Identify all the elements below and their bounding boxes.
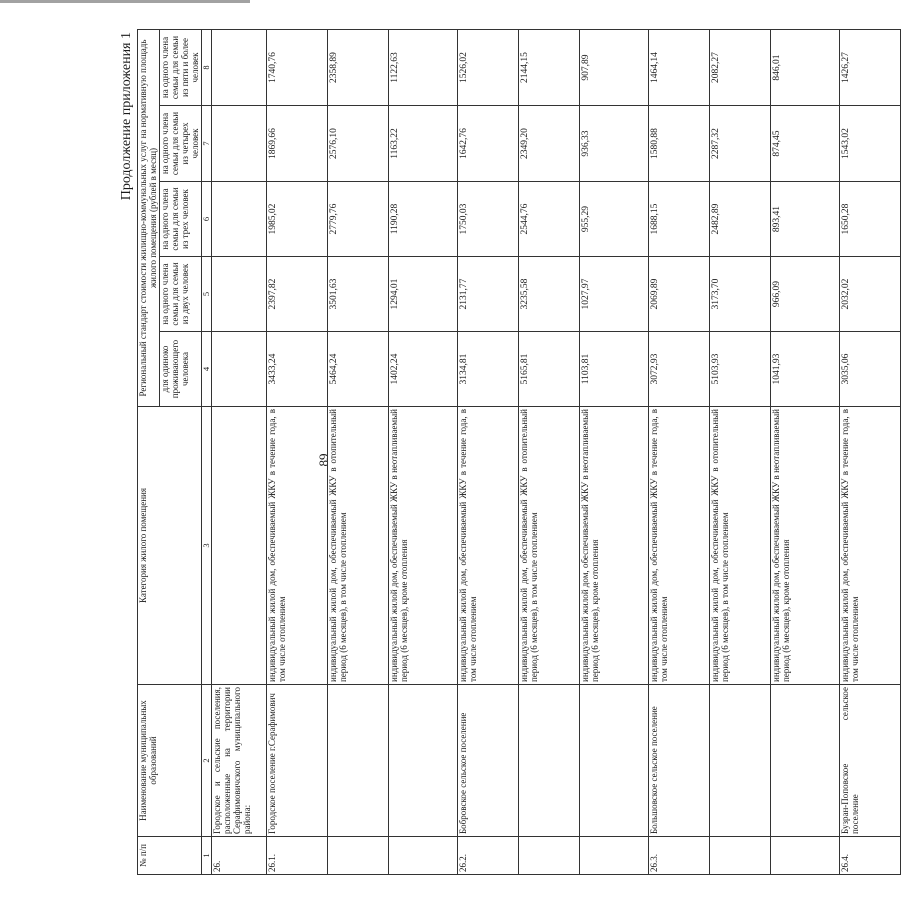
header-num: № п/п bbox=[138, 837, 202, 875]
cost-value: 1740,76 bbox=[267, 29, 328, 105]
municipality-name bbox=[710, 685, 771, 837]
header-name: Наименование муниципальных образований bbox=[138, 685, 202, 837]
cost-value: 2779,76 bbox=[328, 182, 389, 257]
colnum: 4 bbox=[202, 332, 212, 407]
row-number: 26. bbox=[212, 837, 267, 875]
municipality-name bbox=[389, 685, 458, 837]
header-sub-1: для одиноко проживающего человека bbox=[160, 332, 202, 407]
table-row bbox=[212, 29, 267, 874]
table-row bbox=[710, 29, 771, 874]
row-number: 26.3. bbox=[649, 837, 710, 875]
cost-value: 2397,82 bbox=[267, 257, 328, 332]
dwelling-category: индивидуальный жилой дом, обеспечиваемый ЖКУ в отопительный период (6 месяцев), в том числе отоплением bbox=[519, 407, 580, 685]
cost-value: 3173,70 bbox=[710, 257, 771, 332]
cost-value: 846,01 bbox=[771, 29, 840, 105]
cost-value: 1580,88 bbox=[649, 106, 710, 182]
table-row bbox=[840, 29, 901, 874]
cost-value: 3072,93 bbox=[649, 332, 710, 407]
row-number: 26.1. bbox=[267, 837, 328, 875]
dwelling-category bbox=[212, 407, 267, 685]
cost-value: 3433,24 bbox=[267, 332, 328, 407]
municipality-name bbox=[771, 685, 840, 837]
cost-value: 936,33 bbox=[580, 106, 649, 182]
cost-value: 907,89 bbox=[580, 29, 649, 105]
municipality-name: Бузран-Поповское сельское поселение bbox=[840, 685, 901, 837]
table-row bbox=[389, 29, 458, 874]
cost-value: 893,41 bbox=[771, 182, 840, 257]
header-sub-4: на одного члена семьи для семьи из четырех человек bbox=[160, 106, 202, 182]
table-row bbox=[328, 29, 389, 874]
dwelling-category: индивидуальный жилой дом, обеспечиваемый ЖКУ в неотапливаемый период (6 месяцев), кроме отопления bbox=[389, 407, 458, 685]
column-numbers-row bbox=[202, 29, 212, 874]
header-category: Категория жилого помещения bbox=[138, 407, 202, 685]
cost-value: 2482,89 bbox=[710, 182, 771, 257]
cost-value: 2544,76 bbox=[519, 182, 580, 257]
cost-value: 2032,02 bbox=[840, 257, 901, 332]
dwelling-category: индивидуальный жилой дом, обеспечиваемый ЖКУ в неотапливаемый период (6 месяцев), кроме отопления bbox=[771, 407, 840, 685]
row-number bbox=[580, 837, 649, 875]
row-number: 26.2. bbox=[458, 837, 519, 875]
table-row bbox=[580, 29, 649, 874]
cost-value: 955,29 bbox=[580, 182, 649, 257]
cost-value: 2358,89 bbox=[328, 29, 389, 105]
dwelling-category: индивидуальный жилой дом, обеспечиваемый ЖКУ в течение года, в том числе отоплением bbox=[267, 407, 328, 685]
cost-value: 2069,89 bbox=[649, 257, 710, 332]
row-number: 26.4. bbox=[840, 837, 901, 875]
cost-value: 2287,32 bbox=[710, 106, 771, 182]
table-row bbox=[771, 29, 840, 874]
header-sub-5: на одного члена семьи для семьи из пяти и более человек bbox=[160, 29, 202, 105]
cost-value: 3134,81 bbox=[458, 332, 519, 407]
table-row bbox=[267, 29, 328, 874]
cost-value: 3235,58 bbox=[519, 257, 580, 332]
cost-value: 1041,93 bbox=[771, 332, 840, 407]
cost-value: 1027,97 bbox=[580, 257, 649, 332]
cost-value: 2349,20 bbox=[519, 106, 580, 182]
cost-value bbox=[212, 29, 267, 105]
colnum: 7 bbox=[202, 106, 212, 182]
row-number bbox=[771, 837, 840, 875]
colnum: 1 bbox=[202, 837, 212, 875]
cost-value: 1688,15 bbox=[649, 182, 710, 257]
cost-value: 2576,10 bbox=[328, 106, 389, 182]
page-number: 89 bbox=[316, 453, 331, 467]
cost-value: 966,09 bbox=[771, 257, 840, 332]
row-number bbox=[710, 837, 771, 875]
table-row bbox=[458, 29, 519, 874]
dwelling-category: индивидуальный жилой дом, обеспечиваемый ЖКУ в отопительный период (6 месяцев), в том числе отоплением bbox=[710, 407, 771, 685]
municipality-name: Городское и сельские поселения, расположенные на территории Серафимовичского муниципального района: bbox=[212, 685, 267, 837]
dwelling-category: индивидуальный жилой дом, обеспечиваемый ЖКУ в неотапливаемый период (6 месяцев), кроме отопления bbox=[580, 407, 649, 685]
cost-value: 2144,15 bbox=[519, 29, 580, 105]
municipality-name: Большовское сельское поселение bbox=[649, 685, 710, 837]
cost-value: 874,45 bbox=[771, 106, 840, 182]
rotated-sheet bbox=[115, 30, 861, 875]
scan-edge-line bbox=[0, 0, 250, 3]
dwelling-category: индивидуальный жилой дом, обеспечиваемый ЖКУ в течение года, в том числе отоплением bbox=[840, 407, 901, 685]
cost-value: 1464,14 bbox=[649, 29, 710, 105]
row-number bbox=[389, 837, 458, 875]
cost-value: 1985,02 bbox=[267, 182, 328, 257]
municipality-name bbox=[328, 685, 389, 837]
cost-value: 2131,77 bbox=[458, 257, 519, 332]
municipality-name: Бобровское сельское поселение bbox=[458, 685, 519, 837]
cost-value: 2082,27 bbox=[710, 29, 771, 105]
cost-value: 1402,24 bbox=[389, 332, 458, 407]
cost-value: 1526,02 bbox=[458, 29, 519, 105]
table-body bbox=[212, 29, 901, 874]
cost-value: 5103,93 bbox=[710, 332, 771, 407]
cost-value: 1750,03 bbox=[458, 182, 519, 257]
cost-value: 1650,28 bbox=[840, 182, 901, 257]
cost-value: 3035,06 bbox=[840, 332, 901, 407]
cost-value bbox=[212, 106, 267, 182]
colnum: 3 bbox=[202, 407, 212, 685]
dwelling-category: индивидуальный жилой дом, обеспечиваемый ЖКУ в отопительный период (6 месяцев), в том числе отоплением bbox=[328, 407, 389, 685]
appendix-caption: Продолжение приложения 1 bbox=[119, 32, 134, 201]
cost-value: 5165,81 bbox=[519, 332, 580, 407]
cost-value: 5464,24 bbox=[328, 332, 389, 407]
table-row bbox=[649, 29, 710, 874]
dwelling-category: индивидуальный жилой дом, обеспечиваемый ЖКУ в течение года, в том числе отоплением bbox=[649, 407, 710, 685]
cost-value: 1190,28 bbox=[389, 182, 458, 257]
header-sub-3: на одного члена семьи для семьи из трех человек bbox=[160, 182, 202, 257]
colnum: 6 bbox=[202, 182, 212, 257]
municipality-name: Городское поселение г.Серафимович bbox=[267, 685, 328, 837]
municipality-name bbox=[580, 685, 649, 837]
colnum: 8 bbox=[202, 29, 212, 105]
tariff-table bbox=[137, 29, 901, 875]
cost-value bbox=[212, 257, 267, 332]
cost-value bbox=[212, 332, 267, 407]
cost-value: 1642,76 bbox=[458, 106, 519, 182]
municipality-name bbox=[519, 685, 580, 837]
row-number bbox=[328, 837, 389, 875]
cost-value: 1426,27 bbox=[840, 29, 901, 105]
colnum: 2 bbox=[202, 685, 212, 837]
cost-value bbox=[212, 182, 267, 257]
dwelling-category: индивидуальный жилой дом, обеспечиваемый ЖКУ в течение года, в том числе отоплением bbox=[458, 407, 519, 685]
colnum: 5 bbox=[202, 257, 212, 332]
cost-value: 1869,66 bbox=[267, 106, 328, 182]
cost-value: 1543,02 bbox=[840, 106, 901, 182]
cost-value: 3501,63 bbox=[328, 257, 389, 332]
header-sub-2: на одного члена семьи для семьи из двух человек bbox=[160, 257, 202, 332]
cost-value: 1294,01 bbox=[389, 257, 458, 332]
cost-value: 1103,81 bbox=[580, 332, 649, 407]
cost-value: 1163,22 bbox=[389, 106, 458, 182]
header-standard: Региональный стандарт стоимости жилищно-коммунальных услуг на нормативную площадь жилого помещения (рублей в месяц) bbox=[138, 29, 160, 406]
cost-value: 1122,63 bbox=[389, 29, 458, 105]
table-row bbox=[519, 29, 580, 874]
row-number bbox=[519, 837, 580, 875]
